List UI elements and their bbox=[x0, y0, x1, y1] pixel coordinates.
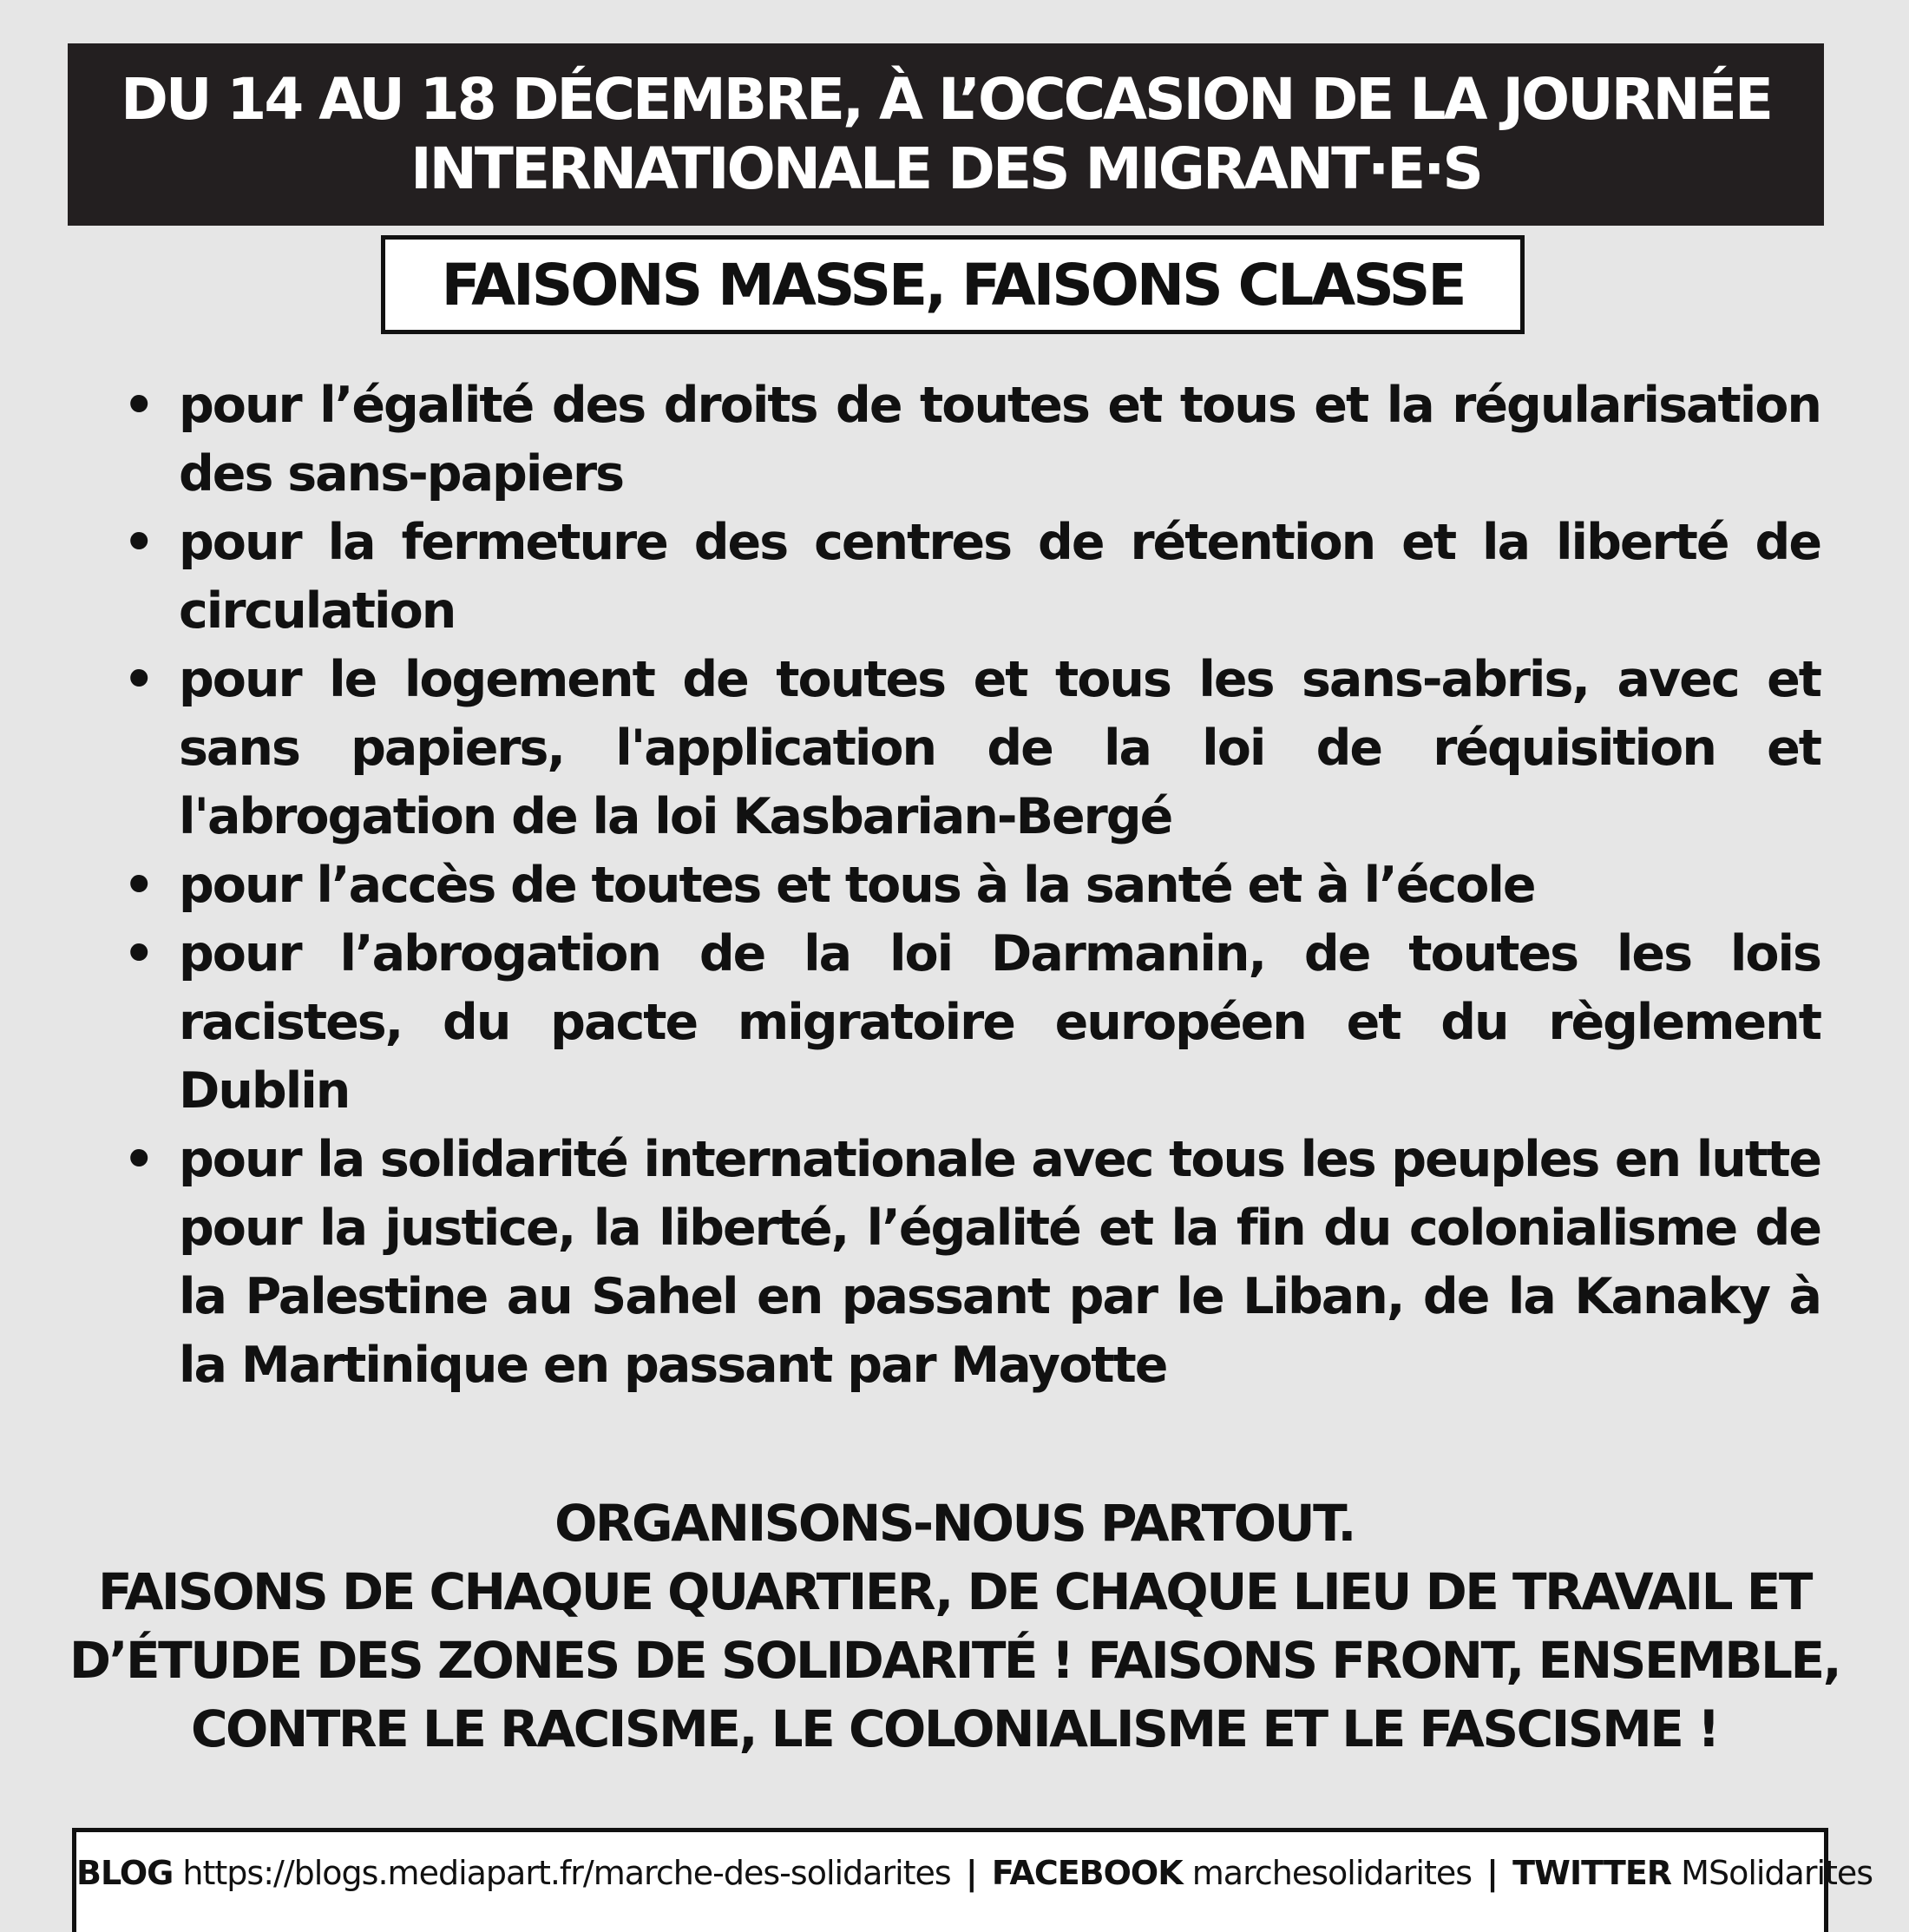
bullet-icon: • bbox=[123, 857, 154, 914]
closing-call bbox=[61, 1489, 1848, 1764]
header-line-1: DU 14 AU 18 DÉCEMBRE, À L’OCCASION DE LA JOURNÉE bbox=[121, 66, 1771, 133]
closing-line-2: FAISONS DE CHAQUE QUARTIER, DE CHAQUE LIEU DE TRAVAIL ET bbox=[98, 1562, 1811, 1621]
demand-text: pour l’abrogation de la loi Darmanin, de toutes les lois racistes, du pacte migratoire européen et du règlement Dublin bbox=[179, 925, 1820, 1120]
footer-contacts bbox=[72, 1828, 1873, 1932]
slogan-box bbox=[381, 235, 1525, 334]
demand-text: pour l’accès de toutes et tous à la santé et à l’école bbox=[179, 857, 1535, 914]
demand-item bbox=[113, 509, 1820, 646]
bullet-icon: • bbox=[123, 651, 154, 708]
header-banner bbox=[68, 43, 1824, 226]
demands-list bbox=[113, 371, 1820, 1400]
twitter-label: TWITTER bbox=[1512, 1854, 1672, 1892]
header-line-2: INTERNATIONALE DES MIGRANT·E·S bbox=[410, 135, 1481, 202]
closing-line-3: D’ÉTUDE DES ZONES DE SOLIDARITÉ ! FAISONS FRONT, ENSEMBLE, bbox=[69, 1631, 1840, 1690]
demand-text: pour le logement de toutes et tous les sans-abris, avec et sans papiers, l'application de la loi de réquisition et l'abrogation de la loi Kasbarian-Bergé bbox=[179, 651, 1820, 845]
demand-text: pour l’égalité des droits de toutes et tous et la régularisation des sans-papiers bbox=[179, 377, 1820, 503]
demand-item bbox=[113, 920, 1820, 1126]
demand-item bbox=[113, 371, 1820, 509]
blog-label: BLOG bbox=[76, 1854, 174, 1892]
facebook-link[interactable]: marchesolidarites bbox=[1191, 1854, 1473, 1892]
blog-link[interactable]: https://blogs.mediapart.fr/marche-des-solidarites bbox=[182, 1854, 951, 1892]
demand-item bbox=[113, 851, 1820, 920]
demand-text: pour la solidarité internationale avec tous les peuples en lutte pour la justice, la liberté, l’égalité et la fin du colonialisme de la Palestine au Sahel en passant par le Liban, de la Kanaky à la Martinique en passant par Mayotte bbox=[179, 1131, 1820, 1394]
demand-item bbox=[113, 646, 1820, 851]
footer-separator: | bbox=[965, 1854, 977, 1892]
bullet-icon: • bbox=[123, 377, 154, 434]
twitter-link[interactable]: MSolidarites bbox=[1681, 1854, 1873, 1892]
bullet-icon: • bbox=[123, 1131, 154, 1188]
slogan-text: FAISONS MASSE, FAISONS CLASSE bbox=[441, 251, 1465, 319]
bullet-icon: • bbox=[123, 514, 154, 571]
closing-line-1: ORGANISONS-NOUS PARTOUT. bbox=[554, 1494, 1355, 1553]
demand-text: pour la fermeture des centres de rétention et la liberté de circulation bbox=[179, 514, 1820, 640]
footer-separator: | bbox=[1486, 1854, 1499, 1892]
closing-line-4: CONTRE LE RACISME, LE COLONIALISME ET LE FASCISME ! bbox=[190, 1699, 1719, 1758]
facebook-label: FACEBOOK bbox=[991, 1854, 1183, 1892]
demand-item bbox=[113, 1126, 1820, 1400]
bullet-icon: • bbox=[123, 925, 154, 982]
